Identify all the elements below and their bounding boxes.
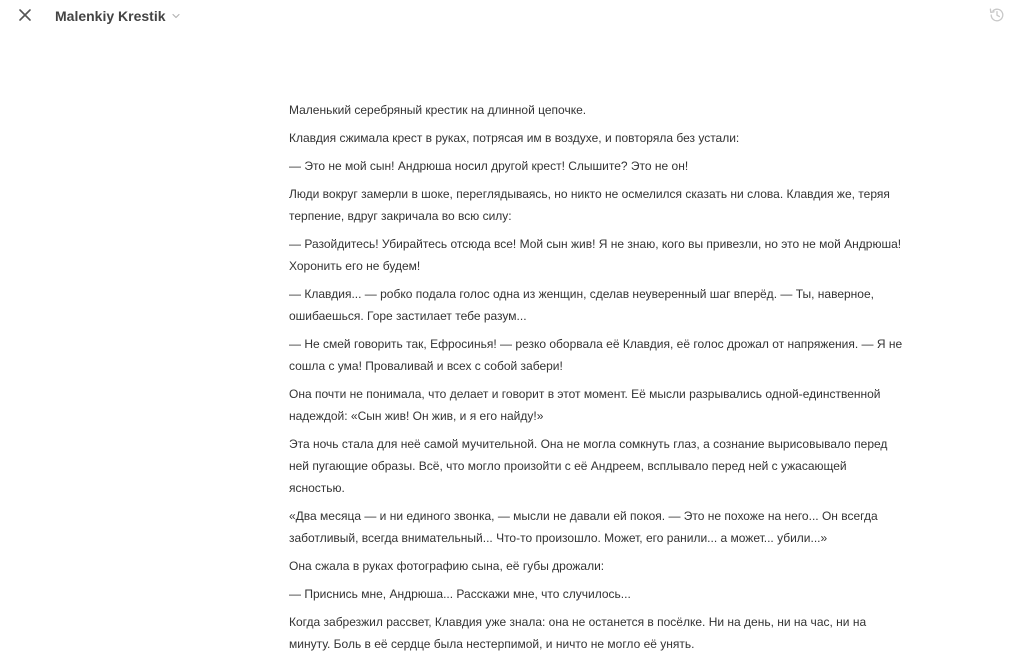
paragraph: — Это не мой сын! Андрюша носил другой крест! Слышите? Это не он! [289,159,689,173]
history-icon [988,6,1006,29]
document-title-dropdown[interactable] [55,8,181,24]
history-button[interactable] [986,6,1008,28]
paragraph: Люди вокруг замерли в шоке, переглядываясь, но никто не осмелился сказать ни слова. Клавдия же, теряя терпение, вдруг закричала во всю силу: [289,187,890,223]
close-icon [18,8,32,27]
paragraph: — Разойдитесь! Убирайтесь отсюда все! Мой сын жив! Я не знаю, кого вы привезли, но это не мой Андрюша! Хоронить его не будем! [289,237,902,273]
paragraph: Клавдия сжимала крест в руках, потрясая им в воздухе, и повторяла без устали: [289,131,740,145]
paragraph: Когда забрезжил рассвет, Клавдия уже знала: она не останется в посёлке. Ни на день, ни на час, ни на минуту. Боль в её сердце была нестерпимой, и ничто не могло её унять. [289,615,867,651]
chevron-down-icon [171,8,181,24]
paragraph: «Два месяца — и ни единого звонка, — мысли не давали ей покоя. — Это не похоже на него... Он всегда заботливый, всегда внимательный... Что-то произошло. Может, его ранили... а может... убили...» [289,509,878,545]
paragraph: Эта ночь стала для неё самой мучительной. Она не могла сомкнуть глаз, а сознание вырисовывало перед ней пугающие образы. Всё, что могло произойти с её Андреем, всплывало перед ней с ужасающей ясностью. [289,437,888,495]
document-title: Malenkiy Krestik [55,8,166,24]
paragraph: Маленький серебряный крестик на длинной цепочке. [289,103,587,117]
close-button[interactable] [13,5,37,29]
paragraph: — Не смей говорить так, Ефросинья! — резко оборвала её Клавдия, её голос дрожал от напряжения. — Я не сошла с ума! Проваливай и всех с собой забери! [289,337,903,373]
top-bar [0,0,1024,36]
paragraph: Она сжала в руках фотографию сына, её губы дрожали: [289,559,605,573]
paragraph: — Клавдия... — робко подала голос одна из женщин, сделав неуверенный шаг вперёд. — Ты, наверное, ошибаешься. Горе застилает тебе разум... [289,287,874,323]
paragraph: Она почти не понимала, что делает и говорит в этот момент. Её мысли разрывались одной-единственной надеждой: «Сын жив! Он жив, и я его найду!» [289,387,881,423]
paragraph: — Приснись мне, Андрюша... Расскажи мне, что случилось... [289,587,631,601]
document-body[interactable] [289,99,905,661]
